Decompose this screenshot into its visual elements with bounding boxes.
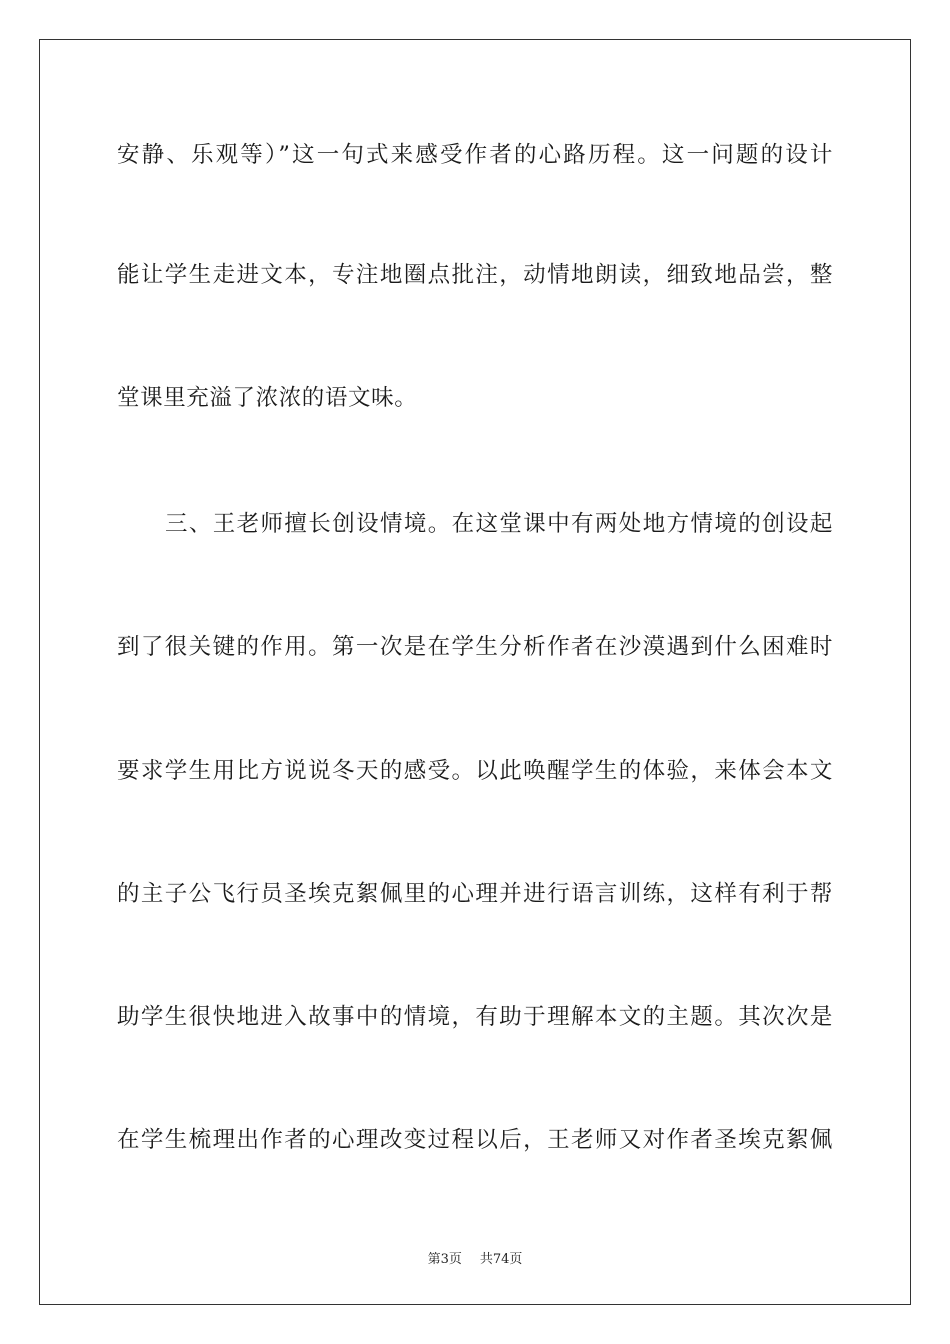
body-line-7: 的主子公飞行员圣埃克絮佩里的心理并进行语言训练，这样有利于帮	[117, 881, 833, 907]
body-line-2: 能让学生走进文本，专注地圈点批注，动情地朗读，细致地品尝，整	[117, 262, 833, 288]
page-number: 第3页	[427, 1252, 462, 1267]
page-total: 共74页	[479, 1252, 523, 1267]
body-line-8: 助学生很快地进入故事中的情境，有助于理解本文的主题。其次次是	[117, 1004, 833, 1030]
page-footer	[0, 1248, 950, 1267]
body-line-6: 要求学生用比方说说冬天的感受。以此唤醒学生的体验，来体会本文	[117, 758, 833, 784]
body-line-4: 三、王老师擅长创设情境。在这堂课中有两处地方情境的创设起	[165, 511, 833, 537]
body-line-3: 堂课里充溢了浓浓的语文味。	[117, 385, 418, 411]
body-line-9: 在学生梳理出作者的心理改变过程以后，王老师又对作者圣埃克絮佩	[117, 1127, 833, 1153]
body-line-1: 安静、乐观等）”这一句式来感受作者的心路历程。这一问题的设计	[117, 142, 833, 168]
body-line-5: 到了很关键的作用。第一次是在学生分析作者在沙漠遇到什么困难时	[117, 634, 833, 660]
page-border	[39, 39, 911, 1305]
